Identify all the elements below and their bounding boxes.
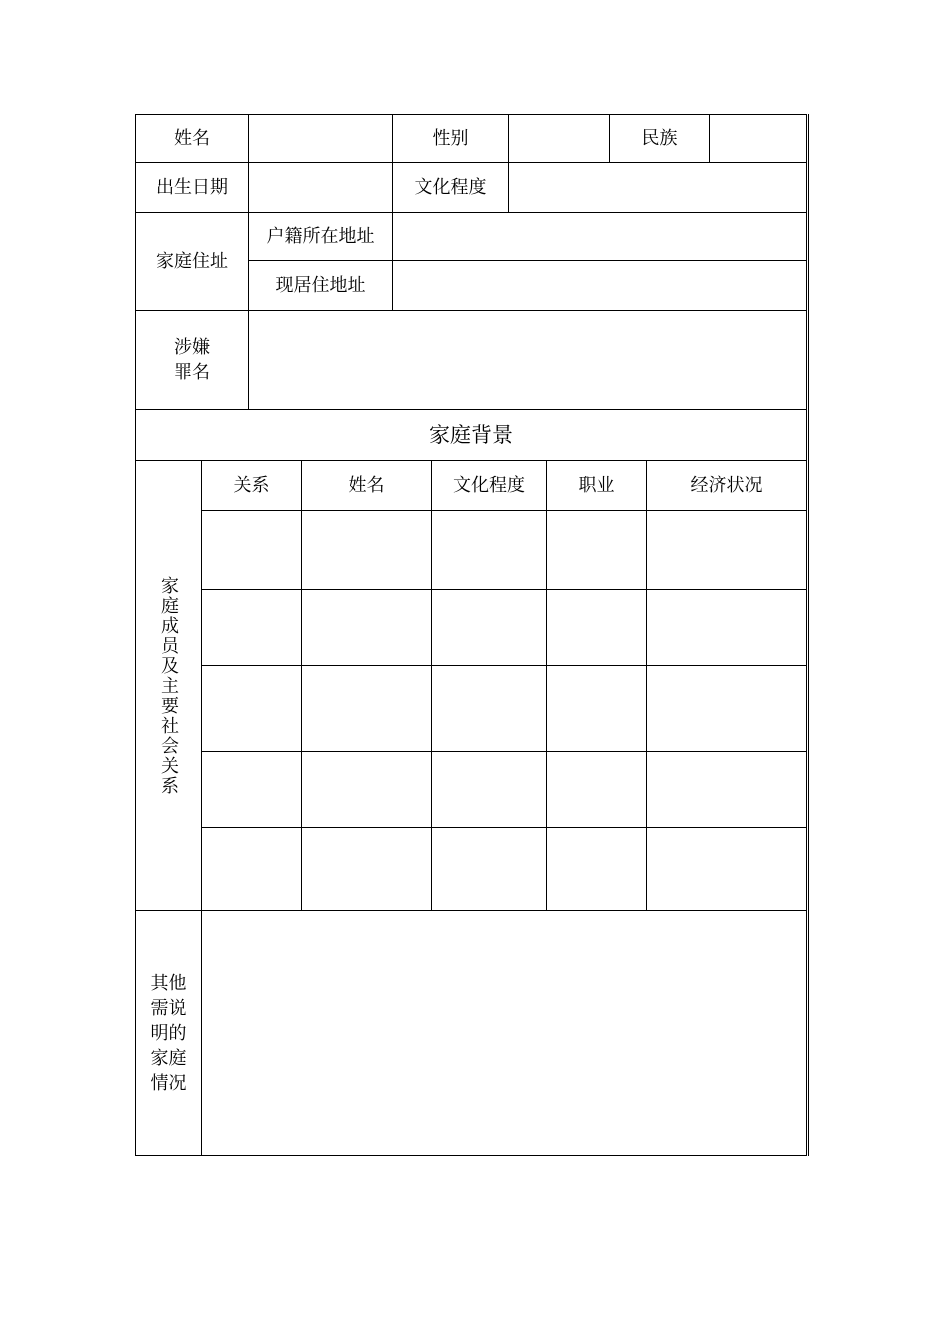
education-label: 文化程度 — [414, 177, 487, 198]
table-cell[interactable] — [432, 828, 546, 910]
table-cell[interactable] — [302, 828, 431, 910]
gender-field[interactable] — [509, 115, 609, 162]
rule-bottom — [135, 1155, 807, 1156]
table-cell[interactable] — [647, 590, 806, 665]
rule-right — [806, 114, 807, 1156]
table-cell[interactable] — [202, 828, 301, 910]
education-field[interactable] — [509, 163, 806, 212]
table-cell[interactable] — [432, 666, 546, 751]
table-cell[interactable] — [547, 666, 646, 751]
ethnicity-field[interactable] — [710, 115, 806, 162]
name-field[interactable] — [249, 115, 392, 162]
registered-address-label: 户籍所在地址 — [266, 226, 375, 247]
other-info-field[interactable] — [202, 911, 806, 1155]
table-cell[interactable] — [547, 752, 646, 827]
table-cell[interactable] — [432, 590, 546, 665]
table-cell[interactable] — [647, 752, 806, 827]
table-cell[interactable] — [202, 666, 301, 751]
column-header-education: 文化程度 — [453, 475, 525, 496]
table-cell[interactable] — [647, 828, 806, 910]
home-address-label: 家庭住址 — [156, 251, 228, 272]
family-members-side-label: 家庭成员及主要社会关系 — [158, 575, 179, 796]
table-cell[interactable] — [202, 752, 301, 827]
table-cell[interactable] — [302, 666, 431, 751]
table-cell[interactable] — [302, 590, 431, 665]
current-address-label: 现居住地址 — [275, 275, 366, 296]
suspected-crime-label: 涉嫌 罪名 — [174, 337, 210, 383]
name-label: 姓名 — [174, 128, 210, 149]
table-cell[interactable] — [547, 590, 646, 665]
table-cell[interactable] — [202, 511, 301, 589]
rule-right-shadow — [808, 114, 809, 1156]
registered-address-field[interactable] — [393, 213, 806, 260]
table-cell[interactable] — [547, 828, 646, 910]
column-header-relation: 关系 — [233, 475, 270, 496]
table-cell[interactable] — [647, 511, 806, 589]
table-cell[interactable] — [647, 666, 806, 751]
column-header-name: 姓名 — [348, 475, 385, 496]
table-cell[interactable] — [432, 511, 546, 589]
table-cell[interactable] — [432, 752, 546, 827]
current-address-field[interactable] — [393, 261, 806, 310]
table-cell[interactable] — [202, 590, 301, 665]
other-info-label: 其他 需说 明的 家庭 情况 — [150, 972, 187, 1094]
table-cell[interactable] — [547, 511, 646, 589]
table-cell[interactable] — [302, 752, 431, 827]
ethnicity-label: 民族 — [641, 128, 678, 149]
family-background-title: 家庭背景 — [429, 422, 513, 447]
column-header-economic-status: 经济状况 — [690, 475, 763, 496]
suspected-crime-field[interactable] — [249, 311, 806, 409]
gender-label: 性别 — [432, 128, 469, 149]
column-header-occupation: 职业 — [578, 475, 615, 496]
table-cell[interactable] — [302, 511, 431, 589]
birth-date-field[interactable] — [249, 163, 392, 212]
birth-date-label: 出生日期 — [156, 177, 228, 198]
